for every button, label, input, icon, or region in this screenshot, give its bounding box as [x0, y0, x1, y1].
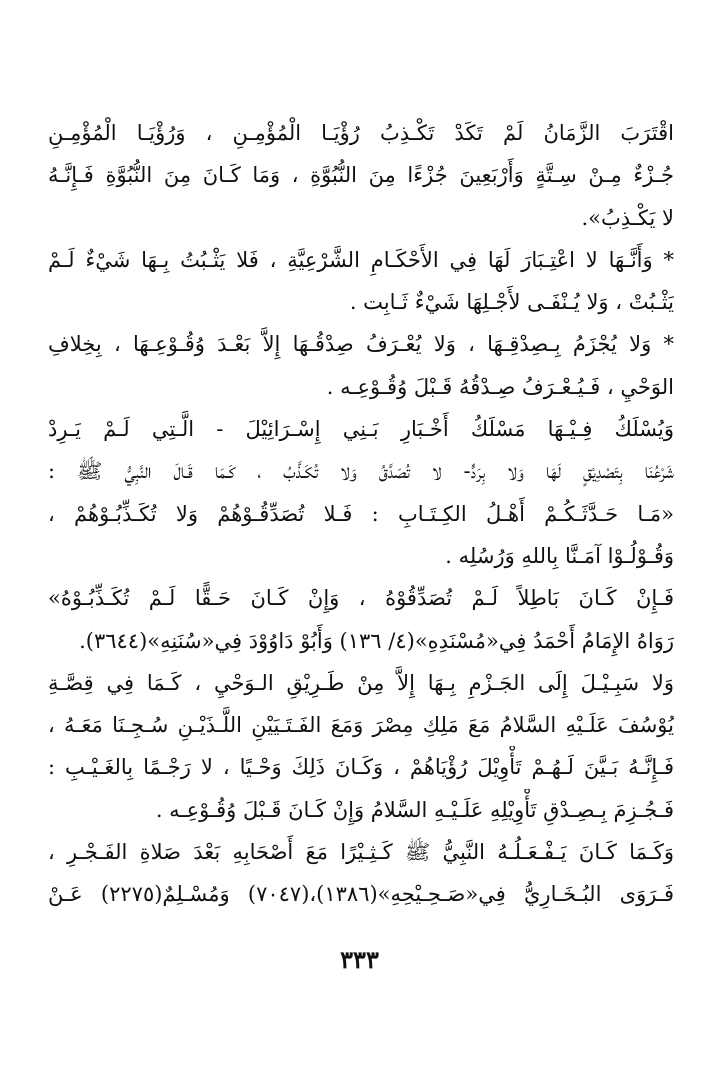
text-line: يَثْـبُتْ ، وَلا يُـنْفَـى لأَجْـلِهَا شَيْءٌ ثَـابِت .	[349, 290, 674, 315]
text-line: جُـزْءٌ مِـنْ سِـتَّةٍ وَأَرْبَعِينَ جُزْءًا مِنَ النُّبُوَّةِ ، وَمَا كَـانَ مِنَ النُّبُوَّةِ فَـإِنَّـهُ	[48, 163, 674, 188]
text-line: وَقُـوْلُـوْا آمَـنَّا بِاللهِ وَرُسُلِه .	[445, 543, 674, 568]
text-line: فَـإِنَّـهُ بَـيَّنَ لَـهُـمْ تَأْوِيْلَ رُؤْيَاهُمْ ، وَكَـانَ ذَلِكَ وَحْـيًا ، لا رَجْـمًا بِالغَـيْـبِ :	[48, 755, 674, 780]
text-line: وَلا سَبِـيْـلَ إِلَى الجَـزْمِ بِـهَا إِلاَّ مِنْ طَـرِيْقِ الـوَحْيِ ، كَـمَا فِي قِصَّـةِ	[48, 670, 674, 695]
text-line: وَيُسْلَكُ فِـيْـهَا مَسْلَكُ أَخْـبَارِ بَـنِي إِسْـرَائِيْلَ - الَّـتِي لَـمْ يَـرِدْ	[48, 417, 674, 442]
text-line: * وَلا يُجْزَمُ بِـصِدْقِـهَا ، وَلا يُعْـرَفُ صِدْقُـهَا إِلاَّ بَعْـدَ وُقُـوْعِـهَا ، بِخِلافِ	[48, 332, 674, 357]
text-line: * وَأَنَّـهَا لا اعْتِـبَارَ لَهَا فِي الأَحْكَـامِ الشَّرْعِيَّةِ ، فَلا يَثْـبُتُ بِـهَا شَيْءٌ لَـمْ	[48, 247, 674, 272]
text-line: اقْتَرَبَ الزَّمَانُ لَمْ تَكَدْ تَكْـذِبُ رُؤْيَـا الْمُؤْمِـنِ ، وَرُؤْيَـا الْمُؤْمِـنِ	[48, 121, 674, 145]
text-line: الوَحْيِ ، فَـيُـعْـرَفُ صِـدْقُهُ قَـبْلَ وُقُـوْعِـه .	[326, 374, 674, 399]
page-number: ٣٣٣	[340, 945, 379, 974]
text-line: فَـإِنْ كَـانَ بَاطِلاً لَـمْ تُصَدِّقُوْهُ ، وَإِنْ كَـانَ حَـقًّا لَـمْ تُكَـذِّبُـوْهُ»	[48, 586, 674, 611]
body-text	[48, 112, 674, 916]
text-line: «مَـا حَـدَّثَـكُـمْ أَهْـلُ الكِـتَـابِ : فَـلا تُصَدِّقُـوْهُمْ وَلا تُكَـذِّبُـوْهُمْ ،	[48, 501, 674, 526]
text-line: لا يَكْـذِبُ».	[581, 205, 674, 230]
text-line: فَـجُـزِمَ بِـصِـدْقِ تَأْوِيْلِهِ عَلَـيْـهِ السَّلامُ وَإِنْ كَـانَ قَـبْلَ وُقُـوْعِـه .	[155, 797, 674, 822]
text-line: يُوْسُفَ عَلَـيْهِ السَّلامُ مَعَ مَلِكِ مِصْرَ وَمَعَ الفَـتَـيَيْنِ اللَّـذَيْـنِ سُـجِـنَا مَعَـهُ ،	[48, 713, 674, 738]
text-line: وَكَـمَا كَـانَ يَـفْـعَـلُـهُ النَّبِيُّ ﷺ كَـثِـيْرًا مَعَ أَصْحَابِهِ بَعْدَ صَلاةِ الفَـجْـرِ ،	[48, 840, 674, 865]
text-line: رَوَاهُ الإِمَامُ أَحْمَدُ فِي«مُسْنَدِهِ»(٤/ ١٣٦) وَأَبُوْ دَاوُوْدَ فِي«سُنَنِهِ»(٣٦٤٤).	[79, 628, 674, 653]
text-line: فَـرَوَى البُـخَـارِيُّ فِي«صَـحِـيْحِهِ»(١٣٨٦)،(٧٠٤٧) وَمُسْـلِمٌ(٢٢٧٥) عَـنْ	[48, 882, 674, 907]
text-line: شَرْعُنَا بِتَصْدِيْقٍ لَهَا وَلا بِرَدٍّ- لا تُصَدَّقُ وَلا تُكَـذَّبُ ، كَـمَا قَـالَ النَّبِيُّ ﷺ :	[48, 459, 674, 484]
